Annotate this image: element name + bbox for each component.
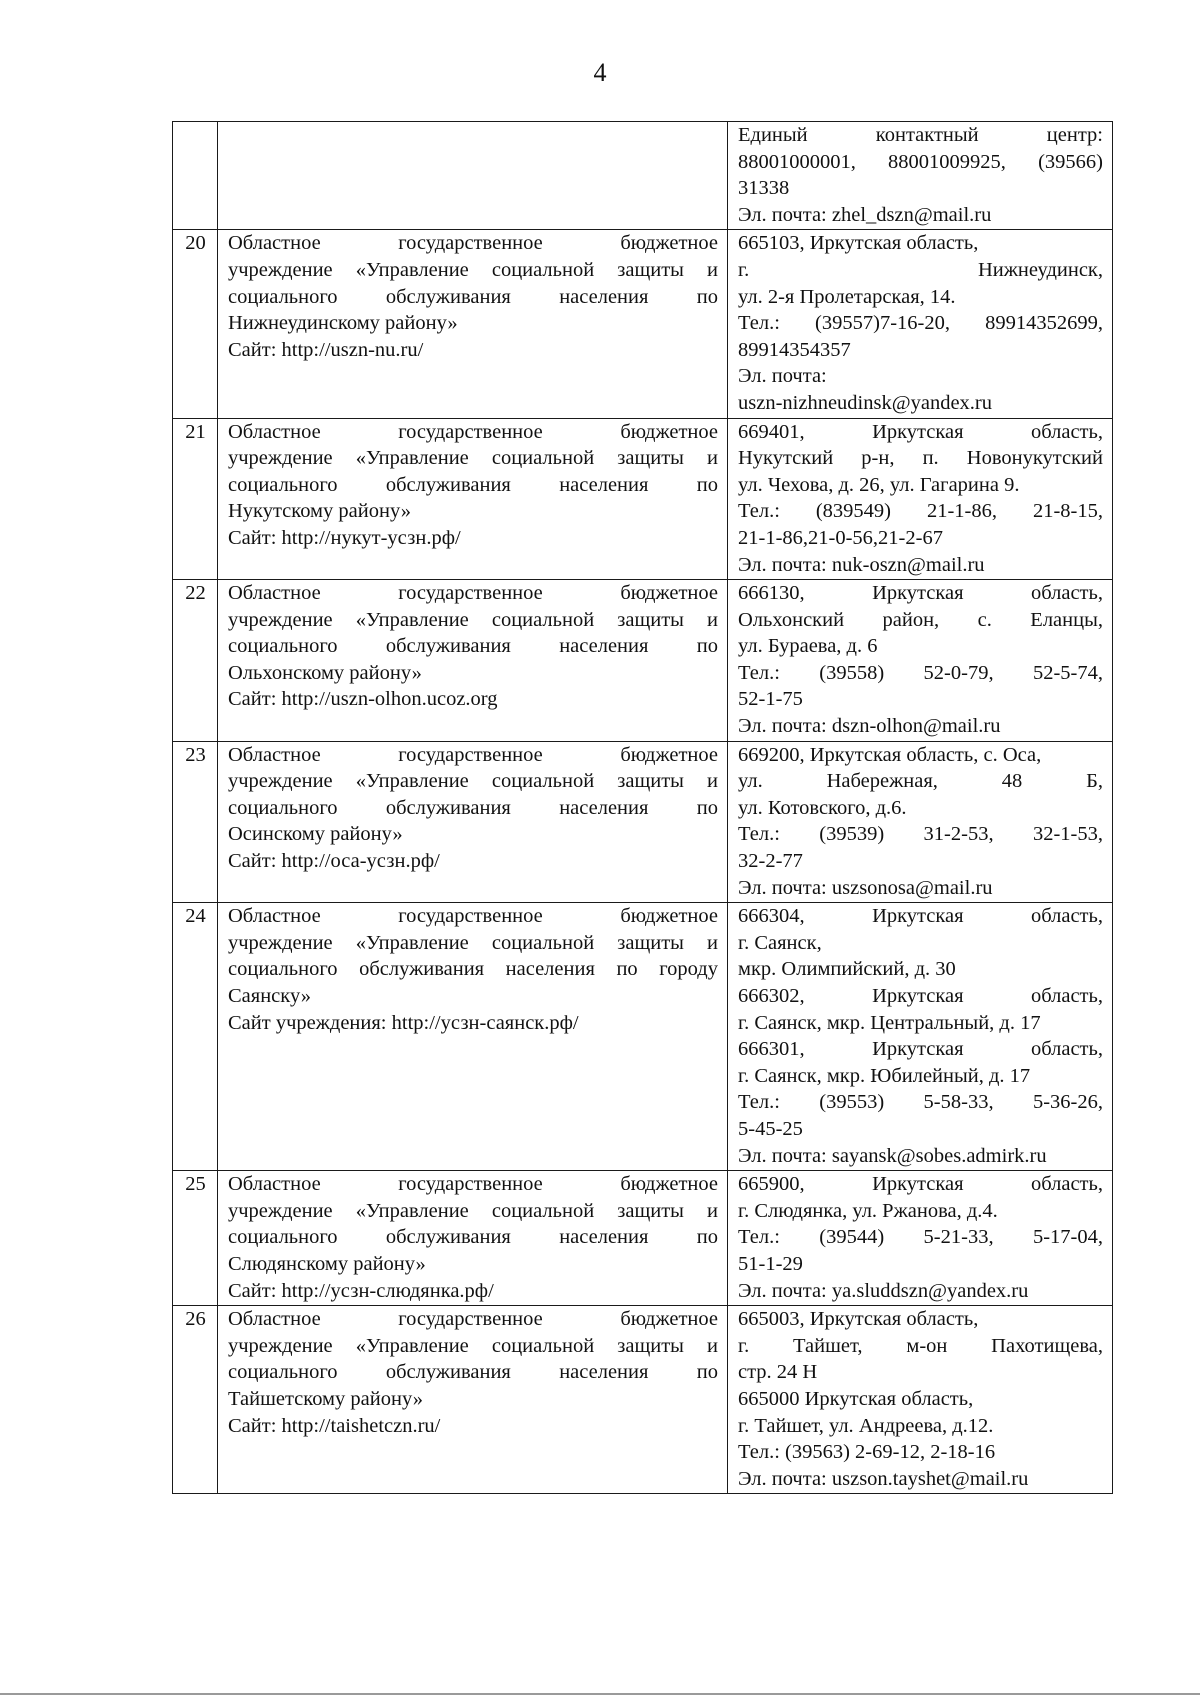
contacts-cell (728, 122, 1113, 230)
institution-line: социального обслуживания населения по (228, 285, 718, 308)
table-row (173, 903, 1113, 1171)
contact-line: Эл. почта: dszn-olhon@mail.ru (738, 715, 1001, 738)
institution-line: социального обслуживания населения по (228, 635, 718, 658)
contact-line: Нукутский р-н, п. Новонукутский (738, 447, 1103, 470)
institution-line: Областное государственное бюджетное (228, 232, 718, 255)
contact-line: г. Тайшет, м-он Пахотищева, (738, 1334, 1103, 1357)
row-number: 23 (173, 741, 218, 903)
institution-line: Сайт: http://uszn-olhon.ucoz.org (228, 688, 498, 711)
contact-line: Единый контактный центр: (738, 124, 1103, 146)
contact-line: Тел.: (39553) 5-58-33, 5-36-26, (738, 1091, 1103, 1114)
contact-line: мкр. Олимпийский, д. 30 (738, 958, 956, 981)
institution-line: Ольхонскому району» (228, 661, 422, 684)
contact-line: uszn-nizhneudinsk@yandex.ru (738, 391, 992, 414)
contact-line: г. Слюдянка, ул. Ржанова, д.4. (738, 1199, 998, 1222)
institution-line: социального обслуживания населения по городу (228, 958, 718, 981)
table-row (173, 741, 1113, 903)
row-number (173, 122, 218, 230)
institution-line: социального обслуживания населения по (228, 796, 718, 819)
institution-line: учреждение «Управление социальной защиты и (228, 258, 718, 281)
institution-line: Областное государственное бюджетное (228, 905, 718, 928)
contact-line: 32-2-77 (738, 850, 803, 873)
table-row (173, 122, 1113, 230)
contact-line: Тел.: (839549) 21-1-86, 21-8-15, (738, 500, 1103, 523)
contact-line: 666302, Иркутская область, (738, 985, 1103, 1007)
contact-line: ул. Набережная, 48 Б, (738, 770, 1103, 793)
institution-line: учреждение «Управление социальной защиты и (228, 931, 718, 954)
page-bottom-rule (0, 1693, 1200, 1695)
institution-cell (218, 122, 728, 230)
contacts-cell (728, 741, 1113, 903)
contact-line: г. Саянск, мкр. Юбилейный, д. 17 (738, 1064, 1031, 1087)
institution-line: Областное государственное бюджетное (228, 582, 718, 605)
institution-line: Нукутскому району» (228, 500, 411, 523)
institution-cell (218, 1306, 728, 1494)
contact-line: Тел.: (39558) 52-0-79, 52-5-74, (738, 661, 1103, 684)
institution-line: Сайт: http://усзн-слюдянка.рф/ (228, 1279, 494, 1302)
table-row (173, 418, 1113, 580)
contacts-cell (728, 580, 1113, 742)
contact-line: ул. 2-я Пролетарская, 14. (738, 285, 956, 308)
row-number: 26 (173, 1306, 218, 1494)
institution-line: Областное государственное бюджетное (228, 743, 718, 766)
institution-line: Нижнеудинскому району» (228, 312, 458, 335)
row-number: 25 (173, 1171, 218, 1306)
contact-line: Эл. почта: (738, 365, 827, 388)
institution-line: учреждение «Управление социальной защиты и (228, 447, 718, 470)
contact-line: Тел.: (39539) 31-2-53, 32-1-53, (738, 823, 1103, 846)
institution-line: социального обслуживания населения по (228, 1361, 718, 1384)
table-row (173, 580, 1113, 742)
institution-line: социального обслуживания населения по (228, 1226, 718, 1249)
institution-line: Областное государственное бюджетное (228, 1173, 718, 1196)
contact-line: г. Тайшет, ул. Андреева, д.12. (738, 1414, 994, 1437)
contact-line: Эл. почта: zhel_dszn@mail.ru (738, 203, 992, 226)
contact-line: 51-1-29 (738, 1252, 803, 1275)
institution-cell (218, 903, 728, 1171)
contact-line: Эл. почта: ya.sluddszn@yandex.ru (738, 1279, 1029, 1302)
institution-line: Сайт: http://оса-усзн.рф/ (228, 850, 440, 873)
contact-line: 665900, Иркутская область, (738, 1173, 1103, 1196)
contact-line: 88001000001, 88001009925, (39566) (738, 150, 1103, 173)
institution-line: учреждение «Управление социальной защиты и (228, 770, 718, 793)
contacts-cell (728, 1171, 1113, 1306)
institution-line: учреждение «Управление социальной защиты и (228, 608, 718, 631)
institution-line: Саянску» (228, 985, 311, 1007)
contacts-cell (728, 418, 1113, 580)
contact-line: Эл. почта: nuk-oszn@mail.ru (738, 553, 985, 576)
contact-line: 666304, Иркутская область, (738, 905, 1103, 928)
institution-line: Сайт: http://uszn-nu.ru/ (228, 338, 424, 361)
contact-line: 666130, Иркутская область, (738, 582, 1103, 605)
table-row (173, 1306, 1113, 1494)
contact-line: 665103, Иркутская область, (738, 232, 979, 255)
institution-cell (218, 580, 728, 742)
institution-line: Сайт учреждения: http://усзн-саянск.рф/ (228, 1011, 579, 1034)
institution-cell (218, 418, 728, 580)
institution-line: Сайт: http://taishetczn.ru/ (228, 1414, 441, 1437)
contacts-cell (728, 230, 1113, 418)
contact-line: 669200, Иркутская область, с. Оса, (738, 743, 1042, 766)
contact-line: Ольхонский район, с. Еланцы, (738, 608, 1103, 631)
institution-line: Слюдянскому району» (228, 1252, 426, 1275)
institution-cell (218, 741, 728, 903)
institution-line: Областное государственное бюджетное (228, 1308, 718, 1331)
contact-line: 665000 Иркутская область, (738, 1387, 974, 1410)
contact-line: 669401, Иркутская область, (738, 420, 1103, 443)
contact-line: 5-45-25 (738, 1117, 803, 1140)
table-row (173, 230, 1113, 418)
contact-line: ул. Бураева, д. 6 (738, 635, 878, 658)
row-number: 20 (173, 230, 218, 418)
institution-line: Тайшетскому району» (228, 1387, 423, 1410)
institution-line: Областное государственное бюджетное (228, 420, 718, 443)
institution-cell (218, 230, 728, 418)
institution-line: Осинскому району» (228, 823, 403, 846)
contact-line: Эл. почта: uszson.tayshet@mail.ru (738, 1467, 1029, 1490)
contact-line: 89914354357 (738, 338, 851, 361)
row-number: 21 (173, 418, 218, 580)
contact-line: Эл. почта: uszsonosa@mail.ru (738, 876, 993, 899)
institution-line: социального обслуживания населения по (228, 473, 718, 496)
contact-line: г. Нижнеудинск, (738, 258, 1103, 281)
contact-line: г. Саянск, мкр. Центральный, д. 17 (738, 1011, 1041, 1034)
contact-line: 666301, Иркутская область, (738, 1038, 1103, 1061)
contact-line: Тел.: (39563) 2-69-12, 2-18-16 (738, 1441, 996, 1464)
institution-line: Сайт: http://нукут-усзн.рф/ (228, 526, 461, 549)
contact-line: Эл. почта: sayansk@sobes.admirk.ru (738, 1144, 1047, 1167)
row-number: 22 (173, 580, 218, 742)
institutions-table-body (173, 122, 1113, 1494)
contact-line: 31338 (738, 177, 790, 200)
contact-line: 52-1-75 (738, 688, 803, 711)
institution-cell (218, 1171, 728, 1306)
contact-line: 665003, Иркутская область, (738, 1308, 979, 1331)
institution-line: учреждение «Управление социальной защиты и (228, 1199, 718, 1222)
institution-line: учреждение «Управление социальной защиты и (228, 1334, 718, 1357)
page-number: 4 (593, 58, 607, 87)
contacts-cell (728, 1306, 1113, 1494)
contact-line: Тел.: (39557)7-16-20, 89914352699, (738, 312, 1103, 335)
contact-line: г. Саянск, (738, 931, 822, 954)
table-row (173, 1171, 1113, 1306)
contact-line: стр. 24 Н (738, 1361, 818, 1384)
row-number: 24 (173, 903, 218, 1171)
contacts-cell (728, 903, 1113, 1171)
contact-line: Тел.: (39544) 5-21-33, 5-17-04, (738, 1226, 1103, 1249)
contact-line: ул. Котовского, д.6. (738, 796, 907, 819)
contact-line: 21-1-86,21-0-56,21-2-67 (738, 526, 943, 549)
contact-line: ул. Чехова, д. 26, ул. Гагарина 9. (738, 473, 1020, 496)
institutions-table (172, 121, 1113, 1494)
